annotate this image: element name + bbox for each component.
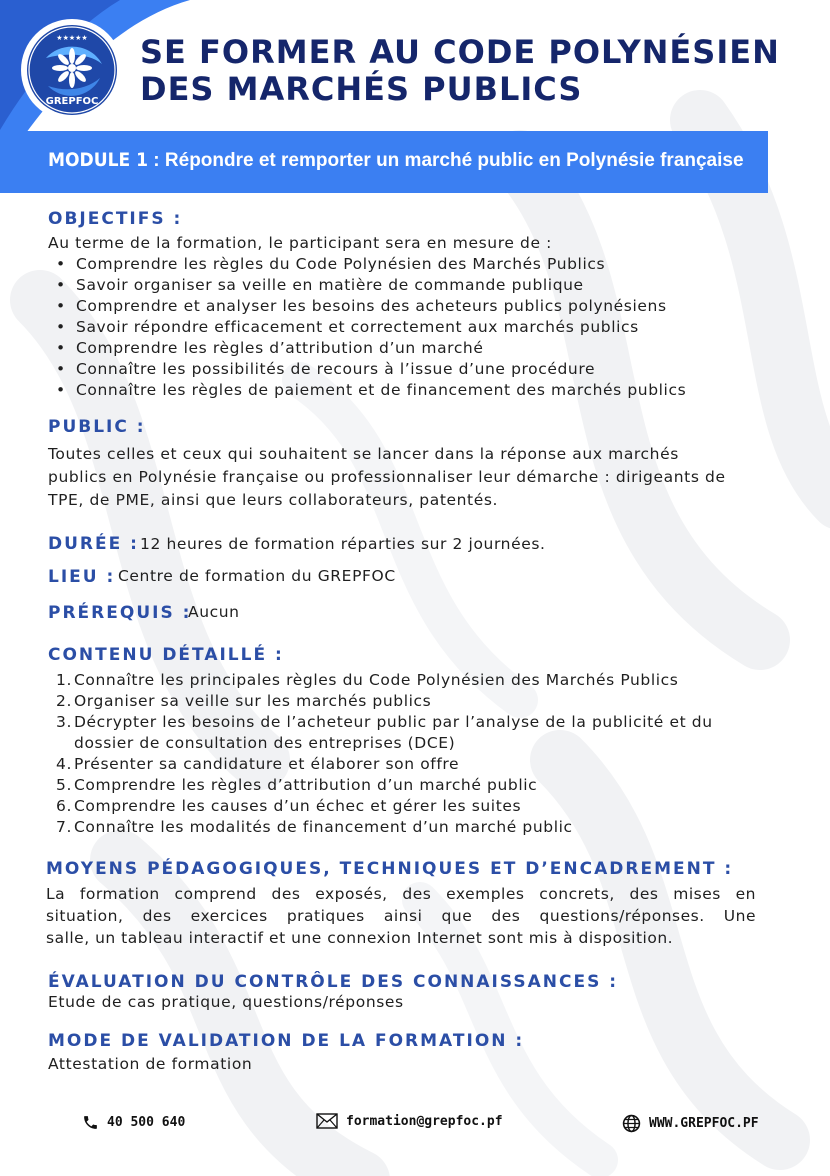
contenu-item [48,712,713,754]
contenu-item-number: 6. [56,797,72,815]
email-address: formation@grepfoc.pf [346,1113,503,1129]
objectif-item: • Savoir organiser sa veille en matière de commande publique [48,275,686,296]
contenu-item-number: 4. [56,755,72,773]
contenu-item-text: Présenter sa candidature et élaborer son offre [74,755,460,773]
contenu-item-number: 1. [56,671,72,689]
contenu-item-text: Connaître les modalités de financement d’un marché public [74,818,573,836]
duree-heading: DURÉE : [48,534,139,554]
validation-heading: MODE DE VALIDATION DE LA FORMATION : [48,1031,525,1051]
contenu-item-text: dossier de consultation des entreprises (DCE) [74,734,456,752]
contenu-item-text: Connaître les principales règles du Code Polynésien des Marchés Publics [74,671,679,689]
contenu-item [48,670,713,691]
objectif-item: • Comprendre les règles du Code Polynésien des Marchés Publics [48,254,686,275]
footer-phone[interactable] [82,1114,185,1131]
logo-stars: ★★★★★ [56,34,88,42]
contenu-item [48,796,713,817]
title-line-2: DES MARCHÉS PUBLICS [140,70,583,108]
contenu-item-text: Décrypter les besoins de l’acheteur public par l’analyse de la publicité et du [74,713,713,731]
contenu-item [48,775,713,796]
phone-number: 40 500 640 [107,1115,186,1130]
duree-value: 12 heures de formation réparties sur 2 journées. [140,535,546,553]
moyens-line: salle, un tableau interactif et une connexion Internet sont mis à disposition. [46,929,674,947]
contenu-item-number: 2. [56,692,72,710]
mail-icon [316,1113,338,1129]
contenu-item-text: Comprendre les causes d’un échec et gérer les suites [74,797,522,815]
objectif-item: • Comprendre et analyser les besoins des acheteurs publics polynésiens [48,296,686,317]
public-line: Toutes celles et ceux qui souhaitent se lancer dans la réponse aux marchés [48,445,679,463]
title-line-1: SE FORMER AU CODE POLYNÉSIEN [140,33,780,71]
objectif-item: • Comprendre les règles d’attribution d’un marché [48,338,686,359]
lieu-value: Centre de formation du GREPFOC [118,567,396,585]
moyens-line: La formation comprend des exposés, des exemples concrets, des mises en [46,885,756,903]
public-line: publics en Polynésie française ou professionnaliser leur démarche : dirigeants de [48,468,726,486]
footer-website[interactable] [622,1114,759,1133]
contenu-item [48,817,713,838]
contenu-item-number: 5. [56,776,72,794]
prerequis-heading: PRÉREQUIS : [48,603,192,623]
objectifs-intro: Au terme de la formation, le participant sera en mesure de : [48,234,552,252]
objectif-item: • Connaître les possibilités de recours à l’issue d’une procédure [48,359,686,380]
contenu-item-text: Organiser sa veille sur les marchés publics [74,692,432,710]
objectif-item: • Connaître les règles de paiement et de financement des marchés publics [48,380,686,401]
contenu-item-number: 3. [56,713,72,731]
footer-email[interactable] [316,1113,503,1129]
public-heading: PUBLIC : [48,417,146,437]
contenu-item-text: Comprendre les règles d’attribution d’un marché public [74,776,538,794]
objectifs-list [48,254,686,401]
evaluation-heading: ÉVALUATION DU CONTRÔLE DES CONNAISSANCES : [48,972,619,992]
moyens-text [46,883,756,949]
contenu-item [48,754,713,775]
moyens-line: situation, des exercices pratiques ainsi que des questions/réponses. Une [46,907,756,925]
objectif-item: • Savoir répondre efficacement et correctement aux marchés publics [48,317,686,338]
module-label: MODULE 1 [48,149,149,171]
module-subtitle: : Répondre et remporter un marché public en Polynésie française [148,150,744,171]
lieu-heading: LIEU : [48,567,116,587]
contenu-heading: CONTENU DÉTAILLÉ : [48,645,284,665]
validation-value: Attestation de formation [48,1055,253,1073]
logo-text: GREPFOC [45,96,99,107]
public-text [48,443,726,512]
evaluation-value: Etude de cas pratique, questions/réponses [48,993,404,1011]
objectifs-heading: OBJECTIFS : [48,209,183,229]
contenu-item [48,691,713,712]
moyens-heading: MOYENS PÉDAGOGIQUES, TECHNIQUES ET D’ENCADREMENT : [46,859,734,879]
phone-icon [82,1114,99,1131]
public-line: TPE, de PME, ainsi que leurs collaborateurs, patentés. [48,491,499,509]
prerequis-value: Aucun [188,603,240,621]
contenu-list [48,670,713,838]
globe-icon [622,1114,641,1133]
website-url: WWW.GREPFOC.PF [649,1116,759,1131]
contenu-item-number: 7. [56,818,72,836]
